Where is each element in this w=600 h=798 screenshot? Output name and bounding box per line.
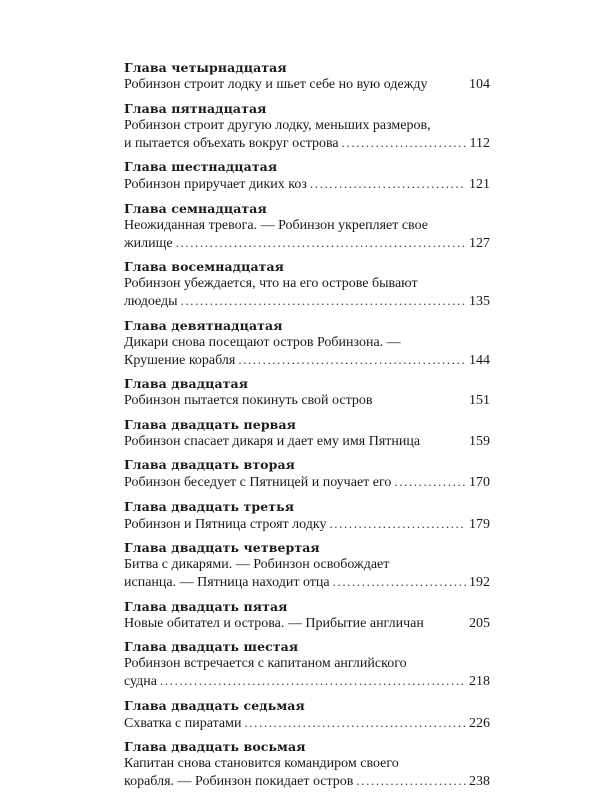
toc-entry [124, 101, 490, 152]
page-number: 179 [469, 516, 490, 532]
chapter-description-text: Робинзон беседует с Пятницей и поучает его [124, 475, 392, 490]
chapter-title: Глава пятнадцатая [124, 100, 267, 116]
chapter-description-last-line [124, 433, 490, 450]
page-number: 159 [469, 433, 490, 449]
chapter-description-line: Робинзон встречается с капитаном английского [124, 656, 407, 671]
page-number: 218 [469, 674, 490, 689]
chapter-description-line: Неожиданная тревога. — Робинзон укрепляет свое [124, 217, 428, 233]
toc-entry [124, 599, 490, 632]
chapter-description-last-line [124, 175, 490, 193]
dot-leader [342, 134, 467, 151]
chapter-description-text: Крушение корабля [124, 352, 236, 368]
toc-entry [124, 698, 490, 732]
chapter-description-last-line [124, 392, 490, 409]
chapter-title: Глава двадцать седьмая [124, 697, 305, 713]
chapter-description-line: Дикари снова посещают остров Робинзона. — [124, 334, 401, 350]
dot-leader [244, 714, 466, 731]
toc-entry [124, 376, 490, 409]
chapter-title: Глава двадцать восьмая [124, 739, 306, 754]
chapter-title: Глава двадцать вторая [124, 457, 295, 472]
toc-entry [124, 201, 490, 252]
chapter-description-last-line [124, 134, 490, 152]
chapter-description-last-line [124, 515, 490, 533]
page-number: 170 [469, 475, 490, 490]
chapter-description-text: людоеды [124, 294, 178, 309]
chapter-description-text: Робинзон пытается покинуть свой остров [124, 393, 373, 408]
dot-leader [238, 351, 466, 368]
toc-entry [124, 259, 490, 310]
chapter-title: Глава двадцать третья [124, 498, 295, 514]
page-number: 135 [469, 294, 490, 309]
page-number: 112 [469, 135, 490, 151]
dot-leader [394, 473, 466, 490]
chapter-title: Глава двадцать четвертая [124, 540, 320, 555]
page-number: 192 [469, 575, 490, 590]
chapter-title: Глава девятнадцатая [124, 317, 283, 333]
chapter-description-last-line [124, 76, 490, 93]
chapter-title: Глава семнадцатая [124, 200, 267, 216]
dot-leader [160, 672, 466, 689]
chapter-title: Глава шестнадцатая [124, 159, 278, 174]
chapter-description-line: Битва с дикарями. — Робинзон освобождает [124, 557, 390, 572]
chapter-title: Глава восемнадцатая [124, 259, 285, 274]
chapter-description-text: жилище [124, 235, 173, 251]
chapter-description-last-line [124, 672, 490, 690]
chapter-description-text: Робинзон приручает диких коз [124, 177, 307, 192]
toc-entry [124, 499, 490, 533]
chapter-description-last-line [124, 573, 490, 591]
chapter-title: Глава двадцать первая [124, 416, 297, 432]
chapter-description-text: испанца. — Пятница находит отца [124, 575, 330, 590]
chapter-title: Глава двадцать пятая [124, 598, 288, 614]
chapter-description-last-line [124, 772, 490, 790]
toc-entry [124, 318, 490, 369]
chapter-description-last-line [124, 351, 490, 369]
toc-entry [124, 60, 490, 93]
chapter-description-text: корабля. — Робинзон покидает остров [124, 774, 354, 789]
toc-entry [124, 540, 490, 591]
chapter-description-text: Робинзон спасает дикаря и дает ему имя Пятница [124, 433, 421, 449]
page-number: 205 [469, 615, 490, 631]
dot-leader [310, 175, 466, 192]
chapter-title: Глава четырнадцатая [124, 60, 287, 75]
chapter-title: Глава двадцать шестая [124, 639, 299, 654]
page-number: 127 [469, 235, 490, 251]
dot-leader [333, 573, 466, 590]
page-number: 144 [469, 352, 490, 368]
toc-entry [124, 417, 490, 450]
page-number: 121 [469, 177, 490, 192]
chapter-title: Глава двадцатая [124, 376, 249, 391]
chapter-description-last-line [124, 473, 490, 491]
toc-entry [124, 159, 490, 193]
table-of-contents [124, 60, 490, 798]
dot-leader [329, 515, 466, 532]
chapter-description-line: Робинзон строит другую лодку, меньших размеров, [124, 117, 431, 133]
dot-leader [356, 772, 466, 789]
page-number: 238 [469, 774, 490, 789]
page-number: 104 [469, 77, 490, 92]
chapter-description-line: Робинзон убеждается, что на его острове бывают [124, 276, 418, 291]
dot-leader [181, 292, 466, 309]
chapter-description-line: Капитан снова становится командиром своего [124, 756, 399, 771]
chapter-description-last-line [124, 714, 490, 732]
page-number: 226 [469, 715, 490, 731]
chapter-description-last-line [124, 234, 490, 252]
toc-entry [124, 739, 490, 790]
chapter-description-text: Новые обитател и острова. — Прибытие англичан [124, 615, 424, 631]
toc-entry [124, 457, 490, 491]
chapter-description-text: судна [124, 674, 157, 689]
chapter-description-text: Схватка с пиратами [124, 715, 242, 731]
chapter-description-text: и пытается объехать вокруг острова [124, 135, 339, 151]
chapter-description-text: Робинзон и Пятница строят лодку [124, 516, 327, 532]
chapter-description-last-line [124, 292, 490, 310]
dot-leader [176, 234, 466, 251]
chapter-description-text: Робинзон строит лодку и шьет себе но вую одежду [124, 77, 428, 92]
toc-entry [124, 639, 490, 690]
page-number: 151 [469, 393, 490, 408]
chapter-description-last-line [124, 615, 490, 632]
